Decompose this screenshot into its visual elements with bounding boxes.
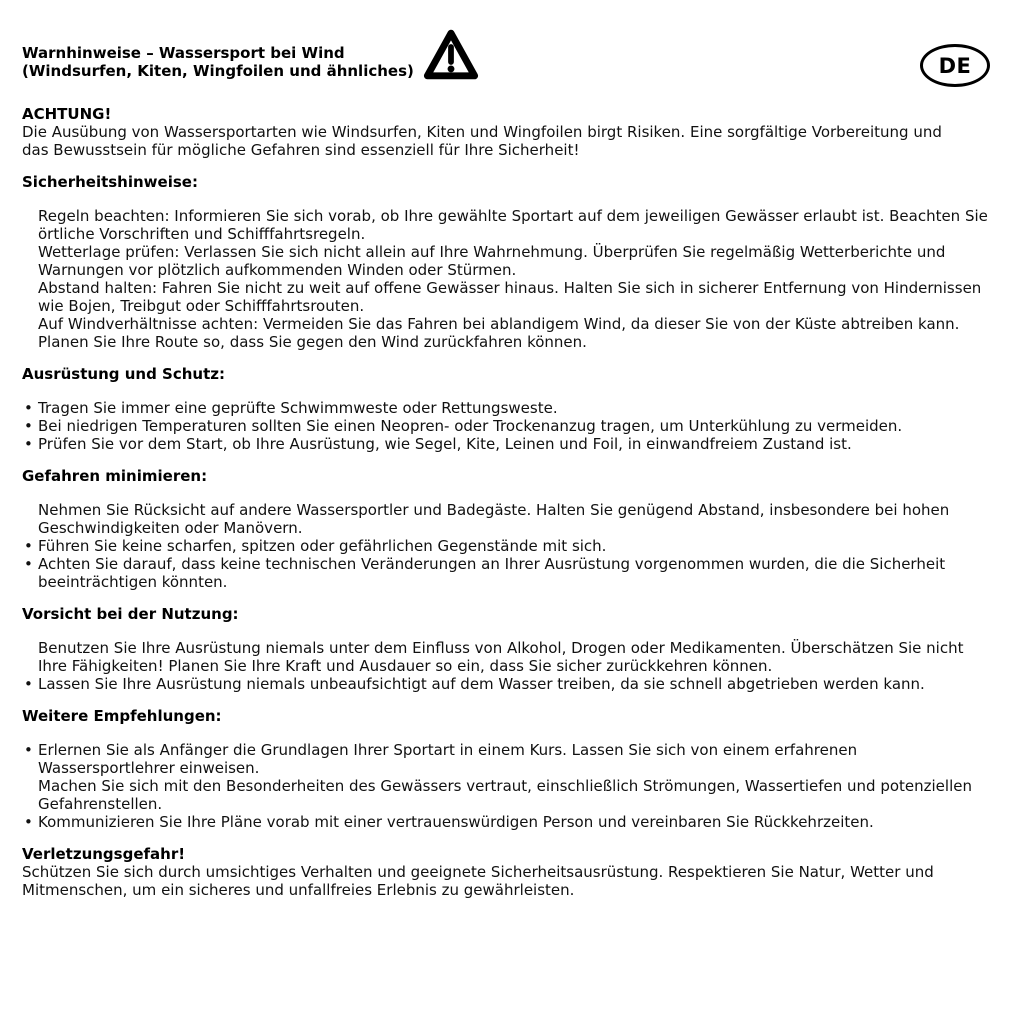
section-heading: Weitere Empfehlungen: bbox=[22, 707, 222, 725]
language-badge-label: DE bbox=[938, 53, 972, 78]
section-sicherheitshinweise bbox=[22, 173, 990, 351]
list-item: • Führen Sie keine scharfen, spitzen oder gefährlichen Gegenstände mit sich. bbox=[38, 537, 988, 555]
warning-triangle-icon bbox=[422, 28, 480, 85]
section-item-list bbox=[22, 207, 988, 351]
list-item: • Kommunizieren Sie Ihre Pläne vorab mit einer vertrauenswürdigen Person und vereinbaren Sie Rückkehrzeiten. bbox=[38, 813, 988, 831]
list-item: • Lassen Sie Ihre Ausrüstung niemals unbeaufsichtigt auf dem Wasser treiben, da sie schnell abgetrieben werden kann. bbox=[38, 675, 988, 693]
section-paragraph: Die Ausübung von Wassersportarten wie Windsurfen, Kiten und Wingfoilen birgt Risiken. Eine sorgfältige Vorbereitung und das Bewusstsein für mögliche Gefahren sind essenziell für Ihre Sicherheit! bbox=[22, 123, 942, 159]
section-vorsicht-bei-der-nutzung bbox=[22, 605, 990, 693]
section-paragraph: Schützen Sie sich durch umsichtiges Verhalten und geeignete Sicherheitsausrüstung. Respektieren Sie Natur, Wetter und Mitmenschen, um ein sicheres und unfallfreies Erlebnis zu gewährleisten. bbox=[22, 863, 934, 899]
section-heading: Sicherheitshinweise: bbox=[22, 173, 198, 191]
section-heading: Verletzungsgefahr! bbox=[22, 845, 186, 863]
section-verletzungsgefahr bbox=[22, 845, 990, 899]
section-heading: Vorsicht bei der Nutzung: bbox=[22, 605, 239, 623]
list-item: Benutzen Sie Ihre Ausrüstung niemals unter dem Einfluss von Alkohol, Drogen oder Medikamenten. Überschätzen Sie nicht Ihre Fähigkeiten! Planen Sie Ihre Kraft und Ausdauer so ein, dass Sie sicher zurückkehren können. bbox=[38, 639, 964, 675]
title-row bbox=[22, 38, 480, 85]
list-item: • Prüfen Sie vor dem Start, ob Ihre Ausrüstung, wie Segel, Kite, Leinen und Foil, in einwandfreiem Zustand ist. bbox=[38, 435, 988, 453]
language-badge bbox=[920, 44, 990, 87]
page-title-line1: Warnhinweise – Wassersport bei Wind bbox=[22, 43, 345, 62]
page-title bbox=[22, 44, 414, 80]
list-item: • Achten Sie darauf, dass keine technischen Veränderungen an Ihrer Ausrüstung vorgenommen wurden, die die Sicherheit beeinträchtigen könnten. bbox=[38, 555, 988, 591]
section-achtung bbox=[22, 105, 990, 159]
list-item: • Erlernen Sie als Anfänger die Grundlagen Ihrer Sportart in einem Kurs. Lassen Sie sich von einem erfahrenen Wassersportlehrer einweisen. bbox=[38, 741, 988, 777]
list-item: Regeln beachten: Informieren Sie sich vorab, ob Ihre gewählte Sportart auf dem jeweiligen Gewässer erlaubt ist. Beachten Sie örtliche Vorschriften und Schifffahrtsregeln. bbox=[38, 207, 988, 243]
list-item: • Bei niedrigen Temperaturen sollten Sie einen Neopren- oder Trockenanzug tragen, um Unterkühlung zu vermeiden. bbox=[38, 417, 988, 435]
list-item: • Tragen Sie immer eine geprüfte Schwimmweste oder Rettungsweste. bbox=[38, 399, 988, 417]
section-item-list bbox=[22, 501, 988, 591]
list-item: Wetterlage prüfen: Verlassen Sie sich nicht allein auf Ihre Wahrnehmung. Überprüfen Sie regelmäßig Wetterberichte und Warnungen vor plötzlich aufkommenden Winden oder Stürmen. bbox=[38, 243, 946, 279]
section-gefahren-minimieren bbox=[22, 467, 990, 591]
page-title-line2: (Windsurfen, Kiten, Wingfoilen und ähnliches) bbox=[22, 61, 414, 80]
list-item: Auf Windverhältnisse achten: Vermeiden Sie das Fahren bei ablandigem Wind, da dieser Sie von der Küste abtreiben kann. Planen Sie Ihre Route so, dass Sie gegen den Wind zurückfahren können. bbox=[38, 315, 960, 351]
section-ausruestung-und-schutz bbox=[22, 365, 990, 453]
section-heading: Gefahren minimieren: bbox=[22, 467, 208, 485]
section-weitere-empfehlungen bbox=[22, 707, 990, 831]
section-item-list bbox=[22, 639, 988, 693]
section-heading: ACHTUNG! bbox=[22, 105, 112, 123]
section-heading: Ausrüstung und Schutz: bbox=[22, 365, 225, 383]
list-item: Nehmen Sie Rücksicht auf andere Wassersportler und Badegäste. Halten Sie genügend Abstand, insbesondere bei hohen Geschwindigkeiten oder Manövern. bbox=[38, 501, 950, 537]
section-item-list bbox=[22, 741, 988, 831]
list-item: Machen Sie sich mit den Besonderheiten des Gewässers vertraut, einschließlich Strömungen, Wassertiefen und potenziellen Gefahrenstellen. bbox=[38, 777, 972, 813]
section-item-list bbox=[22, 399, 988, 453]
list-item: Abstand halten: Fahren Sie nicht zu weit auf offene Gewässer hinaus. Halten Sie sich in sicherer Entfernung von Hindernissen wie Bojen, Treibgut oder Schifffahrtsrouten. bbox=[38, 279, 982, 315]
document-header bbox=[22, 38, 1002, 87]
